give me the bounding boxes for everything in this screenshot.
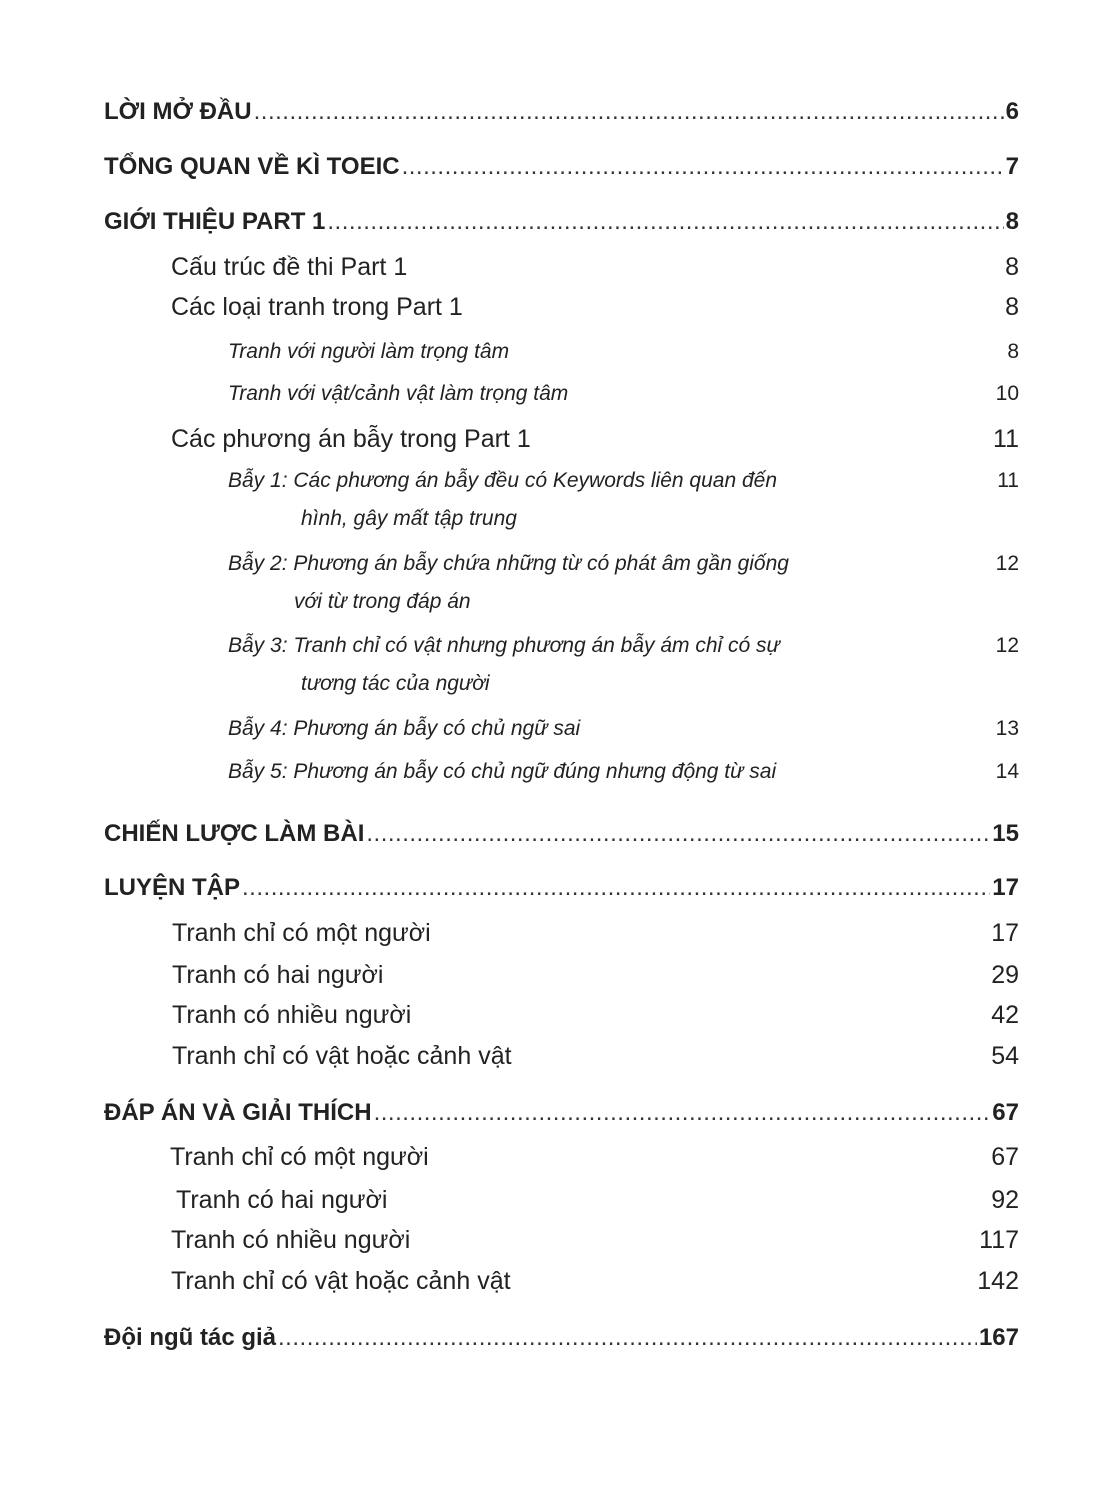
toc-entry-title: Bẫy 4: Phương án bẫy có chủ ngữ sai [228,717,581,740]
toc-entry-page: 12 [995,552,1019,575]
toc-entry-page: 42 [991,1001,1019,1029]
leader-dots [327,208,1003,236]
toc-entry-title: Tranh với người làm trọng tâm [228,340,510,363]
leader-dots [374,1099,991,1127]
toc-entry-page: 167 [978,1324,1019,1351]
toc-entry-page: 7 [1005,153,1019,180]
toc-entry-page: 17 [991,919,1019,947]
toc-subsubentry-bay-1[interactable] [0,469,1120,539]
toc-entry-title: Cấu trúc đề thi Part 1 [171,253,408,281]
toc-entry-doi-ngu[interactable] [104,1324,1019,1352]
leader-dots [402,153,1004,181]
toc-entry-page: 13 [995,717,1019,740]
toc-entry-title: Bẫy 5: Phương án bẫy có chủ ngữ đúng nhưng động từ sai [228,760,777,783]
toc-entry-page: 92 [991,1186,1019,1214]
toc-subsubentry-bay-2[interactable] [0,552,1120,622]
toc-entry-title-line1: Bẫy 3: Tranh chỉ có vật nhưng phương án bẫy ám chỉ có sự [228,634,780,657]
toc-entry-page: 6 [1005,98,1019,125]
toc-entry-page: 142 [977,1267,1019,1295]
toc-entry-page: 8 [1005,253,1019,281]
leader-dots [278,1324,977,1352]
toc-entry-title-line2: với từ trong đáp án [294,590,471,613]
toc-entry-page: 8 [1005,208,1019,235]
toc-entry-page: 8 [1005,293,1019,321]
toc-entry-title: Tranh chỉ có một người [170,1143,429,1171]
toc-entry-title: Tranh với vật/cảnh vật làm trọng tâm [228,382,569,405]
toc-entry-page: 10 [995,382,1019,405]
toc-entry-title: Tranh có hai người [172,961,384,989]
toc-entry-title: CHIẾN LƯỢC LÀM BÀI [104,820,365,847]
toc-entry-title-line2: tương tác của người [301,672,490,695]
toc-entry-gioi-thieu[interactable] [104,208,1019,236]
toc-entry-page: 67 [991,1143,1019,1171]
toc-entry-page: 11 [997,469,1019,492]
toc-entry-loi-mo-dau[interactable] [104,98,1019,126]
toc-entry-page: 54 [991,1042,1019,1070]
leader-dots [242,874,990,902]
toc-entry-chien-luoc[interactable] [104,820,1019,848]
leader-dots [254,98,1004,126]
toc-entry-title: TỔNG QUAN VỀ KÌ TOEIC [104,153,400,180]
toc-entry-page: 117 [979,1226,1019,1254]
toc-entry-title: LỜI MỞ ĐẦU [104,98,252,125]
toc-entry-title-line1: Bẫy 2: Phương án bẫy chứa những từ có phát âm gần giống [228,552,789,575]
toc-entry-title: Tranh chỉ có vật hoặc cảnh vật [171,1267,511,1295]
toc-entry-title: GIỚI THIỆU PART 1 [104,208,326,235]
toc-entry-title: ĐÁP ÁN VÀ GIẢI THÍCH [104,1099,372,1126]
toc-entry-title: Tranh chỉ có vật hoặc cảnh vật [172,1042,512,1070]
toc-entry-title: Tranh có hai người [176,1186,388,1214]
toc-entry-page: 29 [991,961,1019,989]
toc-entry-page: 12 [995,634,1019,657]
toc-entry-title: Các phương án bẫy trong Part 1 [171,425,531,453]
toc-entry-title: Tranh có nhiều người [172,1001,412,1029]
toc-entry-luyen-tap[interactable] [104,874,1019,902]
toc-entry-title-line2: hình, gây mất tập trung [301,507,517,530]
toc-entry-title: Các loại tranh trong Part 1 [171,293,463,321]
toc-entry-page: 14 [995,760,1019,783]
toc-entry-title: LUYỆN TẬP [104,874,241,901]
toc-entry-title: Tranh chỉ có một người [172,919,431,947]
toc-entry-title: Đội ngũ tác giả [104,1324,277,1351]
toc-entry-tong-quan[interactable] [104,153,1019,181]
toc-entry-page: 8 [1007,340,1019,363]
toc-entry-dap-an[interactable] [104,1099,1019,1127]
toc-entry-title-line1: Bẫy 1: Các phương án bẫy đều có Keywords liên quan đến [228,469,778,492]
leader-dots [366,820,990,848]
toc-entry-page: 67 [992,1099,1019,1126]
toc-entry-page: 11 [993,425,1019,453]
toc-entry-page: 15 [992,820,1019,847]
toc-subsubentry-bay-3[interactable] [0,634,1120,704]
toc-entry-page: 17 [992,874,1019,901]
toc-entry-title: Tranh có nhiều người [171,1226,411,1254]
